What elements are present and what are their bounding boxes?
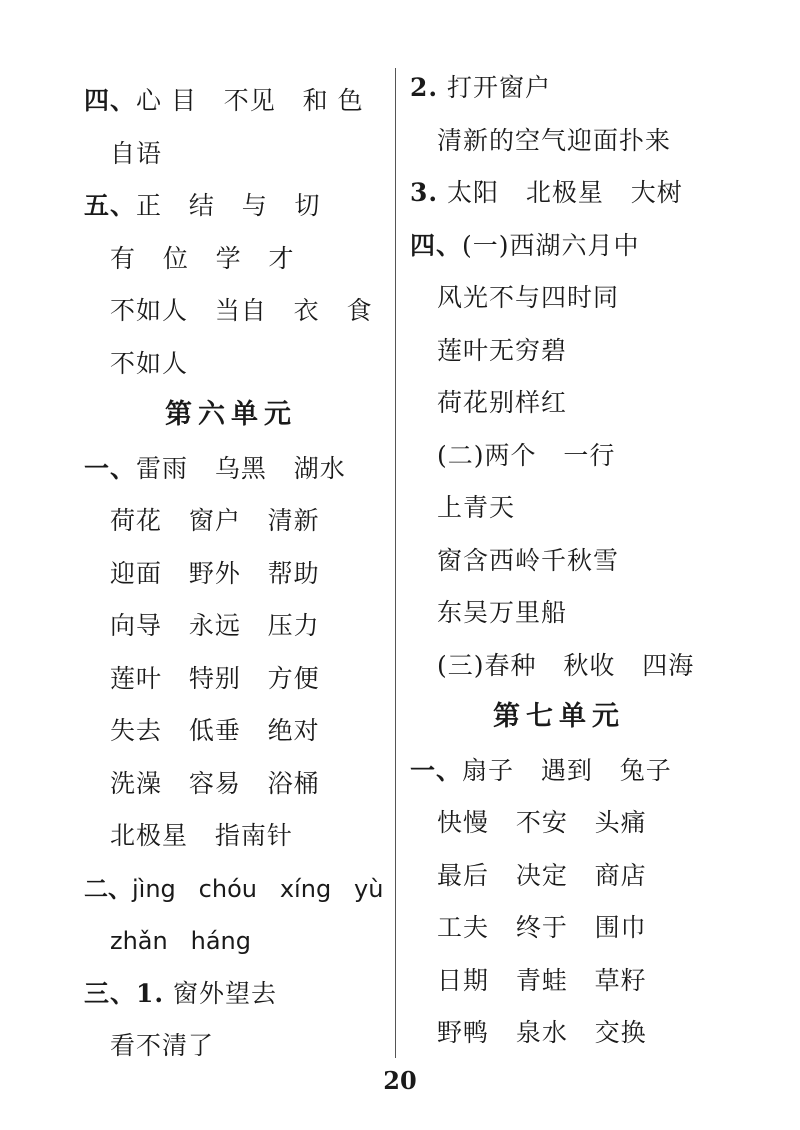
unit-heading: 第七单元	[493, 701, 625, 732]
answer-text: 莲叶无穷碧	[437, 335, 568, 365]
answer-text: jìng chóu xíng yù	[132, 874, 384, 903]
question-number: 四、	[410, 230, 463, 260]
answer-text: (一)西湖六月中	[462, 230, 640, 260]
answer-line	[110, 243, 295, 275]
page-number: 20	[383, 1066, 417, 1095]
answer-text: 扇子 遇到 兔子	[462, 755, 672, 785]
answer-line	[110, 558, 320, 590]
answer-text: 上青天	[437, 493, 516, 522]
answer-line	[437, 807, 647, 839]
answer-text: 正 结 与 切	[136, 191, 321, 220]
answer-text: 太阳 北极星 大树	[438, 178, 683, 207]
answer-text: (三)春种 秋收 四海	[437, 650, 695, 680]
answer-line	[437, 650, 694, 682]
answer-text: 洗澡 容易 浴桶	[110, 768, 320, 798]
question-number: 四、	[84, 86, 137, 115]
question-number: 二、	[84, 874, 132, 903]
answer-line	[110, 138, 162, 170]
answer-line	[437, 597, 567, 629]
answer-line	[84, 453, 346, 485]
answer-text: 打开窗户	[438, 73, 552, 102]
answer-text: 工夫 终于 围巾	[437, 913, 647, 942]
answer-text: 自语	[110, 138, 163, 168]
answer-line	[110, 768, 320, 800]
question-number: 三、1.	[84, 978, 165, 1008]
answer-line	[437, 545, 619, 577]
answer-line	[110, 348, 188, 380]
answer-text: 不如人	[110, 348, 189, 378]
question-number: 3.	[410, 178, 439, 207]
answer-line	[437, 282, 619, 314]
answer-text: 看不清了	[110, 1031, 215, 1060]
answer-text: 不如人 当自 衣 食	[110, 296, 373, 325]
answer-line	[410, 755, 672, 787]
answer-text: 风光不与四时同	[437, 283, 620, 312]
answer-line	[437, 965, 647, 997]
answer-text: 心 目 不见 和 色	[136, 86, 364, 115]
answer-line	[84, 85, 364, 117]
question-number: 一、	[410, 755, 463, 785]
answer-text: 窗外望去	[164, 978, 278, 1008]
answer-line	[110, 925, 251, 957]
column-divider	[395, 68, 396, 1058]
answer-line	[110, 1030, 214, 1062]
answer-text: 向导 永远 压力	[110, 611, 320, 640]
answer-text: 荷花别样红	[437, 388, 568, 417]
question-number: 五、	[84, 191, 137, 220]
answer-line	[110, 820, 293, 852]
answer-line	[410, 230, 640, 262]
answer-text: 荷花 窗户 清新	[110, 506, 320, 535]
answer-line	[437, 912, 647, 944]
answer-line	[410, 177, 683, 209]
answer-line	[84, 873, 383, 905]
unit-heading: 第六单元	[165, 399, 297, 430]
answer-text: 雷雨 乌黑 湖水	[136, 453, 346, 483]
question-number: 一、	[84, 453, 137, 483]
answer-line	[110, 715, 320, 747]
answer-text: 清新的空气迎面扑来	[437, 125, 672, 155]
answer-text: 失去 低垂 绝对	[110, 716, 320, 745]
answer-text: 窗含西岭千秋雪	[437, 545, 620, 575]
answer-line	[410, 72, 551, 104]
answer-line	[437, 1017, 647, 1049]
answer-text: 有 位 学 才	[110, 243, 295, 273]
answer-text: zhǎn háng	[110, 927, 251, 955]
answer-text: 东吴万里船	[437, 598, 568, 627]
answer-text: 日期 青蛙 草籽	[437, 965, 647, 995]
answer-line	[437, 387, 567, 419]
answer-text: 快慢 不安 头痛	[437, 808, 647, 837]
answer-line	[437, 492, 515, 524]
answer-line	[84, 190, 321, 222]
answer-line	[437, 440, 615, 472]
answer-line	[84, 978, 277, 1010]
answer-line	[437, 860, 647, 892]
answer-line	[110, 610, 320, 642]
answer-text: (二)两个 一行	[437, 440, 616, 470]
answer-text: 迎面 野外 帮助	[110, 558, 320, 588]
answer-line	[110, 295, 373, 327]
answer-line	[110, 505, 320, 537]
answer-text: 莲叶 特别 方便	[110, 663, 320, 693]
answer-text: 北极星 指南针	[110, 821, 293, 850]
answer-line	[437, 125, 671, 157]
question-number: 2.	[410, 73, 439, 102]
answer-line	[110, 663, 320, 695]
answer-text: 最后 决定 商店	[437, 860, 647, 890]
answer-text: 野鸭 泉水 交换	[437, 1018, 647, 1047]
answer-line	[437, 335, 567, 367]
